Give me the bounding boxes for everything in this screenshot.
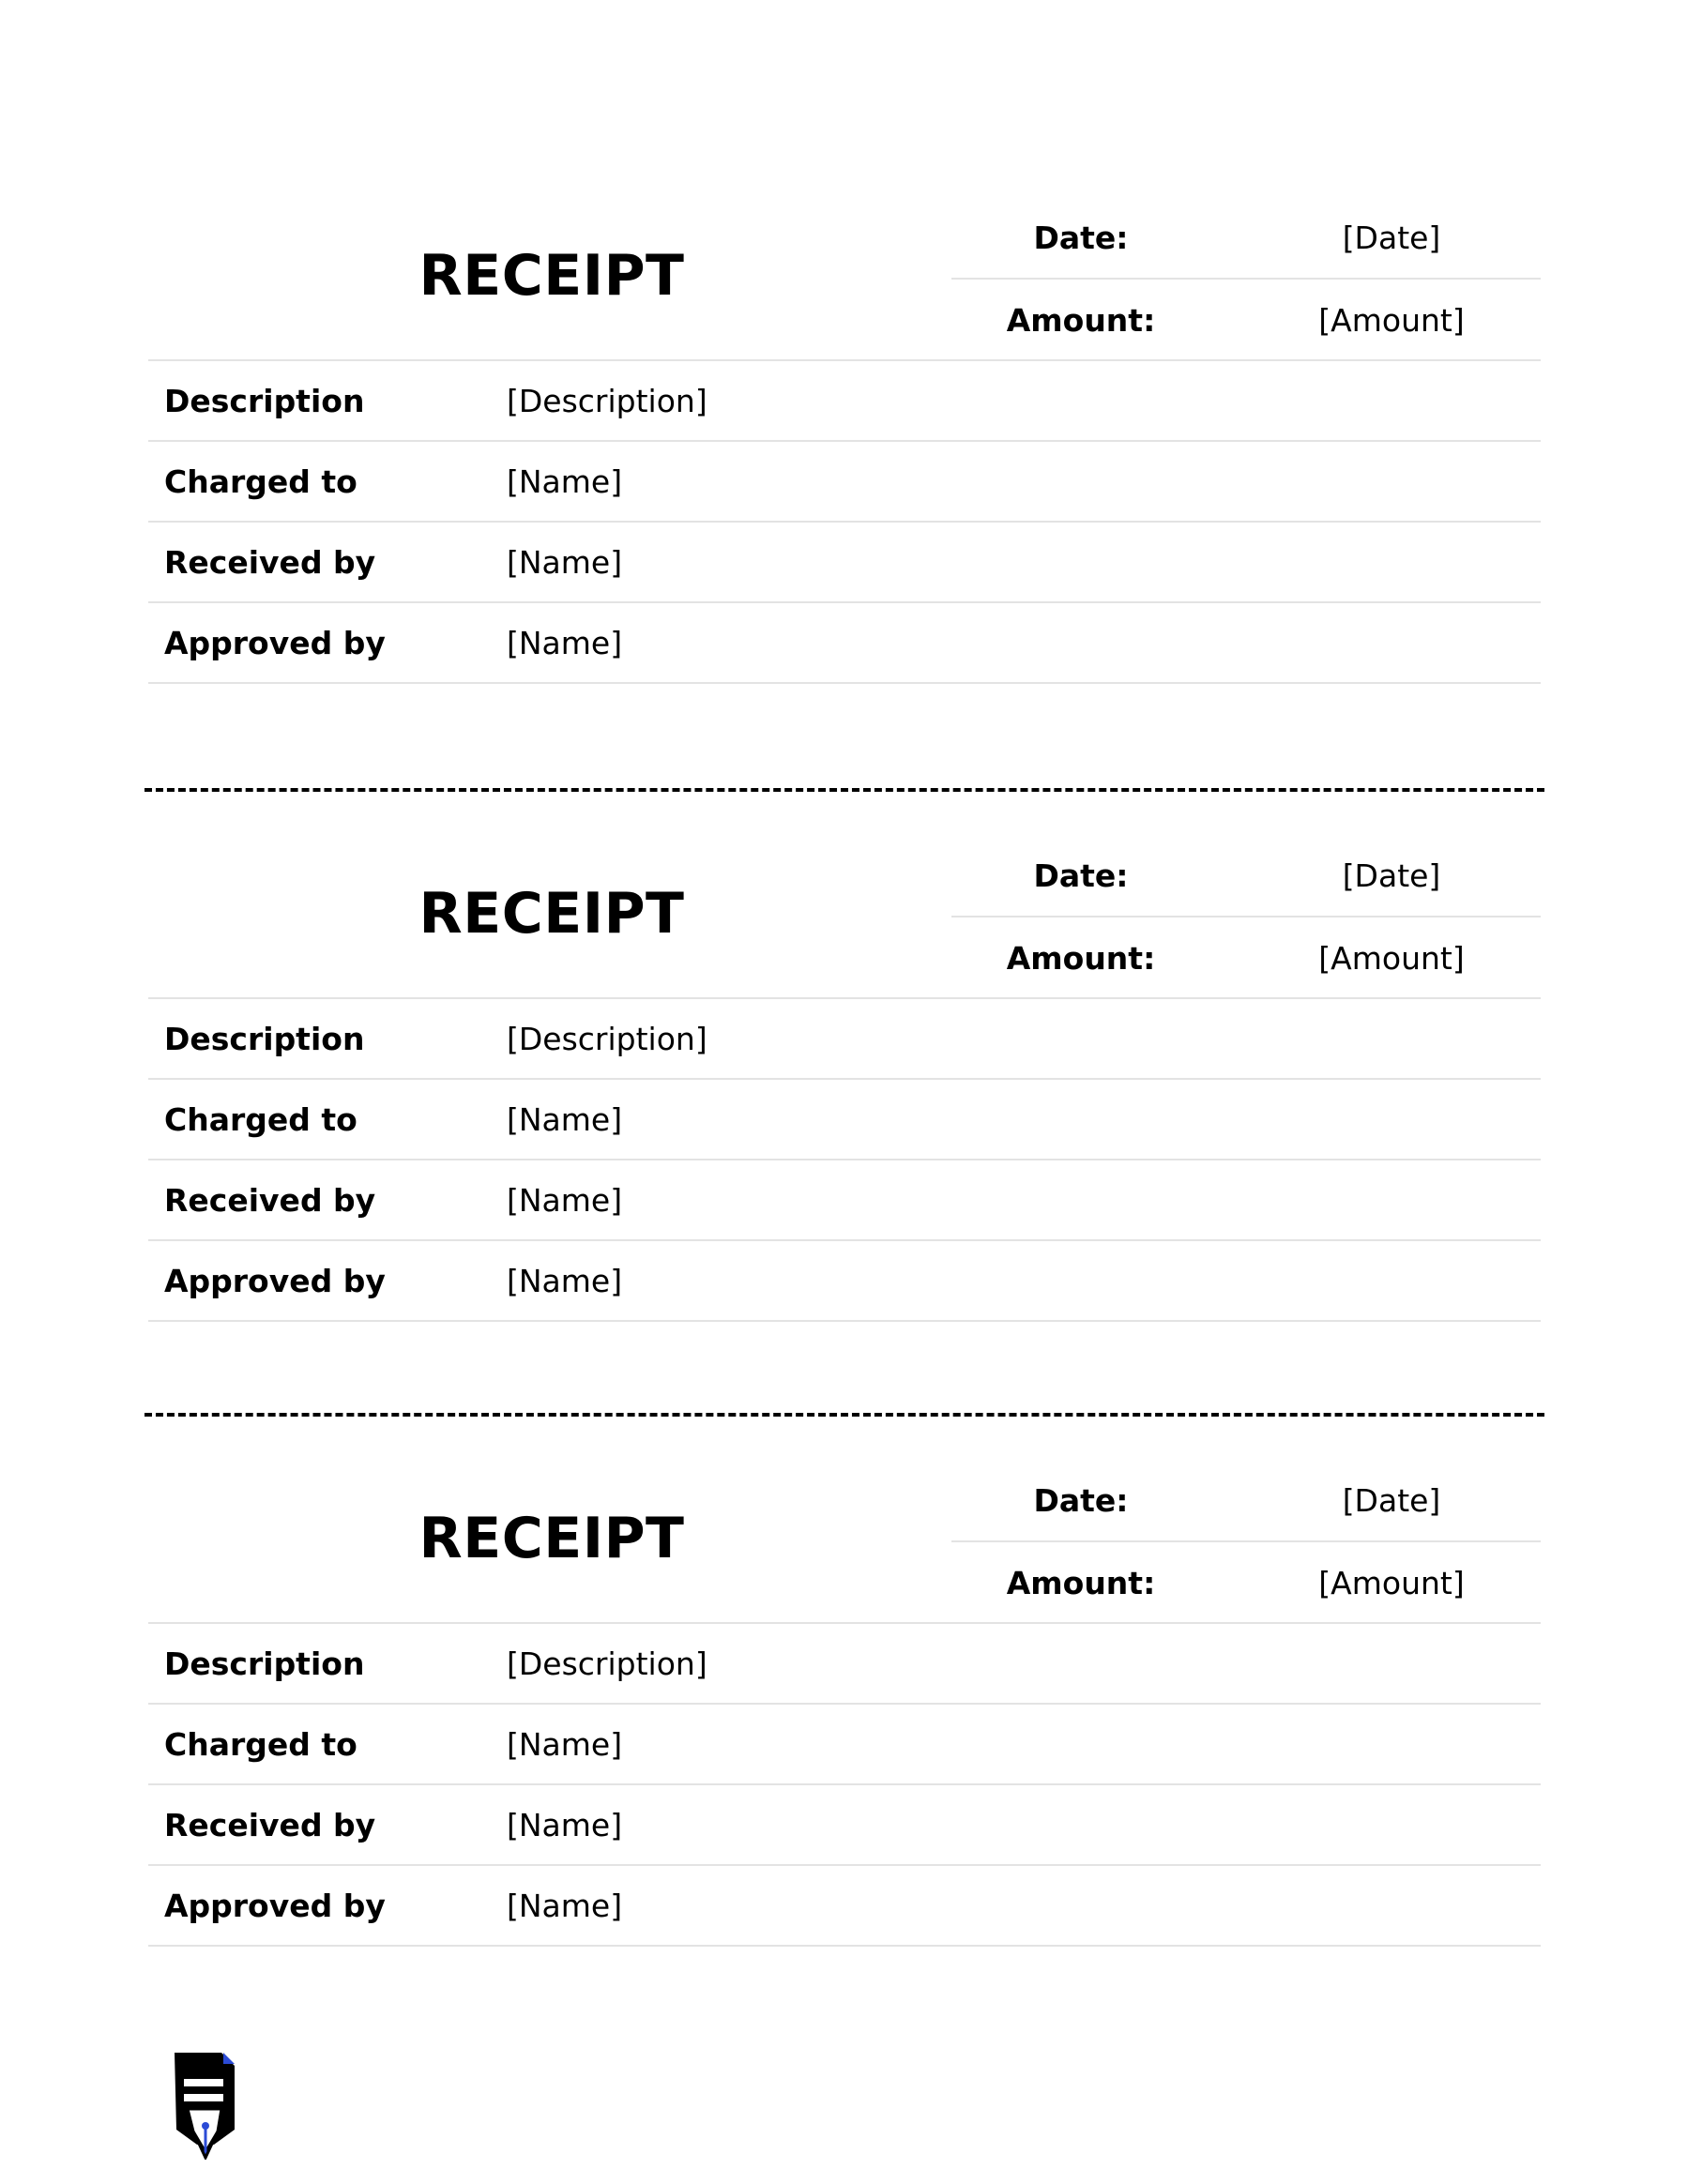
receipt-meta: [951, 835, 1541, 998]
date-value: [Date]: [1342, 857, 1441, 894]
amount-value: [Amount]: [1318, 939, 1465, 977]
approved-by-label: Approved by: [164, 1262, 386, 1299]
date-row: [951, 835, 1541, 918]
description-label: Description: [164, 1020, 365, 1057]
description-value: [Description]: [507, 1645, 707, 1682]
received-by-value: [Name]: [507, 1181, 623, 1219]
receipt-title: RECEIPT: [418, 243, 685, 309]
approved-by-value: [Name]: [507, 1887, 623, 1924]
receipt-title: RECEIPT: [418, 881, 685, 947]
approved-by-row: [148, 603, 1541, 684]
received-by-row: [148, 1160, 1541, 1241]
receipt-title: RECEIPT: [418, 1506, 685, 1571]
received-by-row: [148, 1785, 1541, 1866]
receipt-details: [148, 1622, 1541, 1947]
amount-value: [Amount]: [1318, 301, 1465, 339]
approved-by-label: Approved by: [164, 624, 386, 661]
description-value: [Description]: [507, 1020, 707, 1057]
date-value: [Date]: [1342, 1481, 1441, 1519]
amount-label: Amount:: [1006, 1564, 1156, 1601]
received-by-value: [Name]: [507, 1806, 623, 1843]
amount-row: [951, 918, 1541, 998]
description-value: [Description]: [507, 382, 707, 419]
received-by-label: Received by: [164, 543, 376, 581]
amount-row: [951, 280, 1541, 360]
approved-by-value: [Name]: [507, 624, 623, 661]
description-row: [148, 1624, 1541, 1705]
amount-label: Amount:: [1006, 301, 1156, 339]
receipt-meta: [951, 1460, 1541, 1623]
pen-document-logo-icon: [173, 2051, 238, 2160]
date-label: Date:: [1033, 219, 1129, 256]
receipt-details: [148, 359, 1541, 684]
amount-label: Amount:: [1006, 939, 1156, 977]
date-row: [951, 1460, 1541, 1542]
receipt-header: [148, 197, 1541, 359]
charged-to-row: [148, 1705, 1541, 1785]
receipt-details: [148, 997, 1541, 1322]
receipt-header: [148, 1460, 1541, 1622]
description-label: Description: [164, 1645, 365, 1682]
date-label: Date:: [1033, 1481, 1129, 1519]
amount-value: [Amount]: [1318, 1564, 1465, 1601]
date-row: [951, 197, 1541, 280]
approved-by-label: Approved by: [164, 1887, 386, 1924]
charged-to-row: [148, 442, 1541, 523]
approved-by-value: [Name]: [507, 1262, 623, 1299]
receipt-3: [148, 1460, 1541, 1947]
charged-to-row: [148, 1080, 1541, 1160]
received-by-row: [148, 523, 1541, 603]
received-by-label: Received by: [164, 1181, 376, 1219]
charged-to-label: Charged to: [164, 463, 357, 500]
cut-line-divider: [144, 788, 1544, 792]
charged-to-value: [Name]: [507, 1100, 623, 1138]
charged-to-label: Charged to: [164, 1725, 357, 1763]
receipt-2: [148, 835, 1541, 1322]
approved-by-row: [148, 1866, 1541, 1947]
date-label: Date:: [1033, 857, 1129, 894]
approved-by-row: [148, 1241, 1541, 1322]
description-label: Description: [164, 382, 365, 419]
amount-row: [951, 1542, 1541, 1623]
charged-to-value: [Name]: [507, 463, 623, 500]
receipt-meta: [951, 197, 1541, 360]
description-row: [148, 361, 1541, 442]
description-row: [148, 999, 1541, 1080]
receipt-1: [148, 197, 1541, 684]
receipt-header: [148, 835, 1541, 997]
charged-to-value: [Name]: [507, 1725, 623, 1763]
received-by-label: Received by: [164, 1806, 376, 1843]
cut-line-divider: [144, 1413, 1544, 1417]
date-value: [Date]: [1342, 219, 1441, 256]
charged-to-label: Charged to: [164, 1100, 357, 1138]
received-by-value: [Name]: [507, 543, 623, 581]
